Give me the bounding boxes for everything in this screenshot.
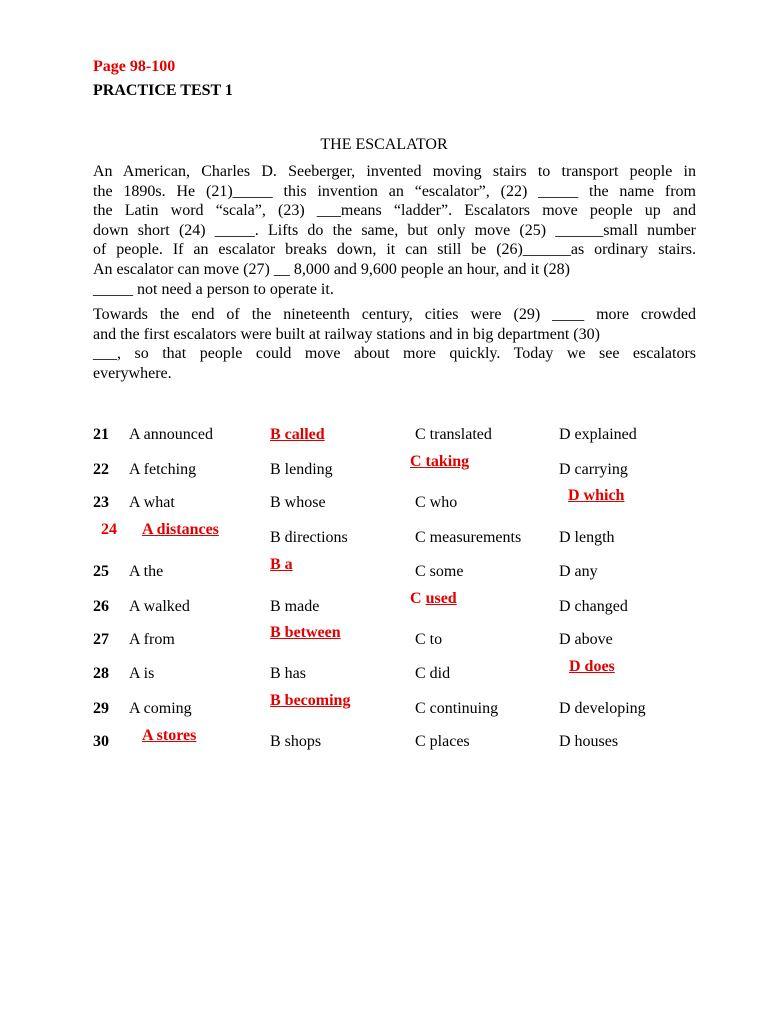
option-b-answer: B a (270, 556, 293, 573)
passage-line: An American, Charles D. Seeberger, invented moving stairs to transport people in (93, 163, 696, 180)
option-b-answer: B becoming (270, 692, 351, 709)
passage-line: everywhere. (93, 364, 172, 382)
option-c: C did (415, 665, 451, 682)
option-d: D carrying (559, 461, 628, 478)
option-c: C some (415, 563, 464, 580)
passage-title: THE ESCALATOR (320, 136, 448, 153)
passage-line: the Latin word “scala”, (23) ___means “ladder”. Escalators move people up and (93, 202, 696, 220)
option-c-answer: C taking (410, 453, 470, 470)
passage-paragraph-2 (93, 305, 696, 383)
question-number: 23 (93, 494, 109, 511)
option-c: C places (415, 733, 470, 750)
page-ref: Page 98-100 (93, 58, 176, 75)
option-a: A coming (129, 700, 192, 717)
passage-line: the 1890s. He (21)_____ this invention an “escalator”, (22) _____ the name from (93, 182, 696, 200)
passage-line: of people. If an escalator breaks down, it can still be (26)______as ordinary stairs. (93, 241, 696, 259)
option-c: C to (415, 631, 443, 648)
option-a: A walked (129, 598, 190, 615)
option-d: D changed (559, 598, 628, 615)
passage-line: An escalator can move (27) __ 8,000 and 9,600 people an hour, and it (28) (93, 260, 570, 278)
option-d: D length (559, 529, 615, 546)
question-number: 27 (93, 631, 109, 648)
question-number: 29 (93, 700, 109, 717)
option-b-answer: B called (270, 426, 325, 443)
question-number: 24 (101, 521, 117, 538)
option-c: C who (415, 494, 458, 511)
option-c: C measurements (415, 529, 522, 546)
option-d: D houses (559, 733, 619, 750)
option-a: A is (129, 665, 155, 682)
passage-paragraph-1 (93, 162, 696, 299)
option-b: B whose (270, 494, 326, 511)
passage-line: ___, so that people could move about more quickly. Today we see escalators (93, 345, 696, 363)
option-c-answer (410, 590, 457, 608)
option-b: B has (270, 665, 306, 682)
option-d-answer: D does (569, 658, 615, 675)
test-title: PRACTICE TEST 1 (93, 82, 233, 99)
passage-line: Towards the end of the nineteenth century, cities were (29) ____ more crowded (93, 306, 696, 323)
passage-line: down short (24) _____. Lifts do the same, but only move (25) ______small number (93, 221, 696, 239)
question-number: 28 (93, 665, 109, 682)
option-c-letter: C (410, 590, 422, 607)
option-c-word: used (425, 590, 457, 607)
option-d: D developing (559, 700, 646, 717)
option-a: A what (129, 494, 175, 511)
option-c: C translated (415, 426, 492, 443)
option-a: A fetching (129, 461, 197, 478)
option-d: D any (559, 563, 598, 580)
question-number: 22 (93, 461, 109, 478)
option-b: B shops (270, 733, 322, 750)
option-b-answer: B between (270, 624, 341, 641)
option-a: A from (129, 631, 175, 648)
option-a-answer: A distances (142, 521, 219, 538)
question-number: 26 (93, 598, 109, 615)
option-b: B made (270, 598, 320, 615)
option-b: B lending (270, 461, 333, 478)
question-number: 25 (93, 563, 109, 580)
option-a-answer: A stores (142, 727, 197, 744)
option-a: A announced (129, 426, 213, 443)
option-d: D explained (559, 426, 637, 443)
option-c: C continuing (415, 700, 499, 717)
passage-line: and the first escalators were built at railway stations and in big department (30) (93, 325, 600, 343)
option-b: B directions (270, 529, 348, 546)
question-number: 21 (93, 426, 109, 443)
option-a: A the (129, 563, 164, 580)
passage-line: _____ not need a person to operate it. (93, 280, 334, 298)
option-d: D above (559, 631, 613, 648)
question-number: 30 (93, 733, 109, 750)
option-d-answer: D which (568, 487, 625, 504)
